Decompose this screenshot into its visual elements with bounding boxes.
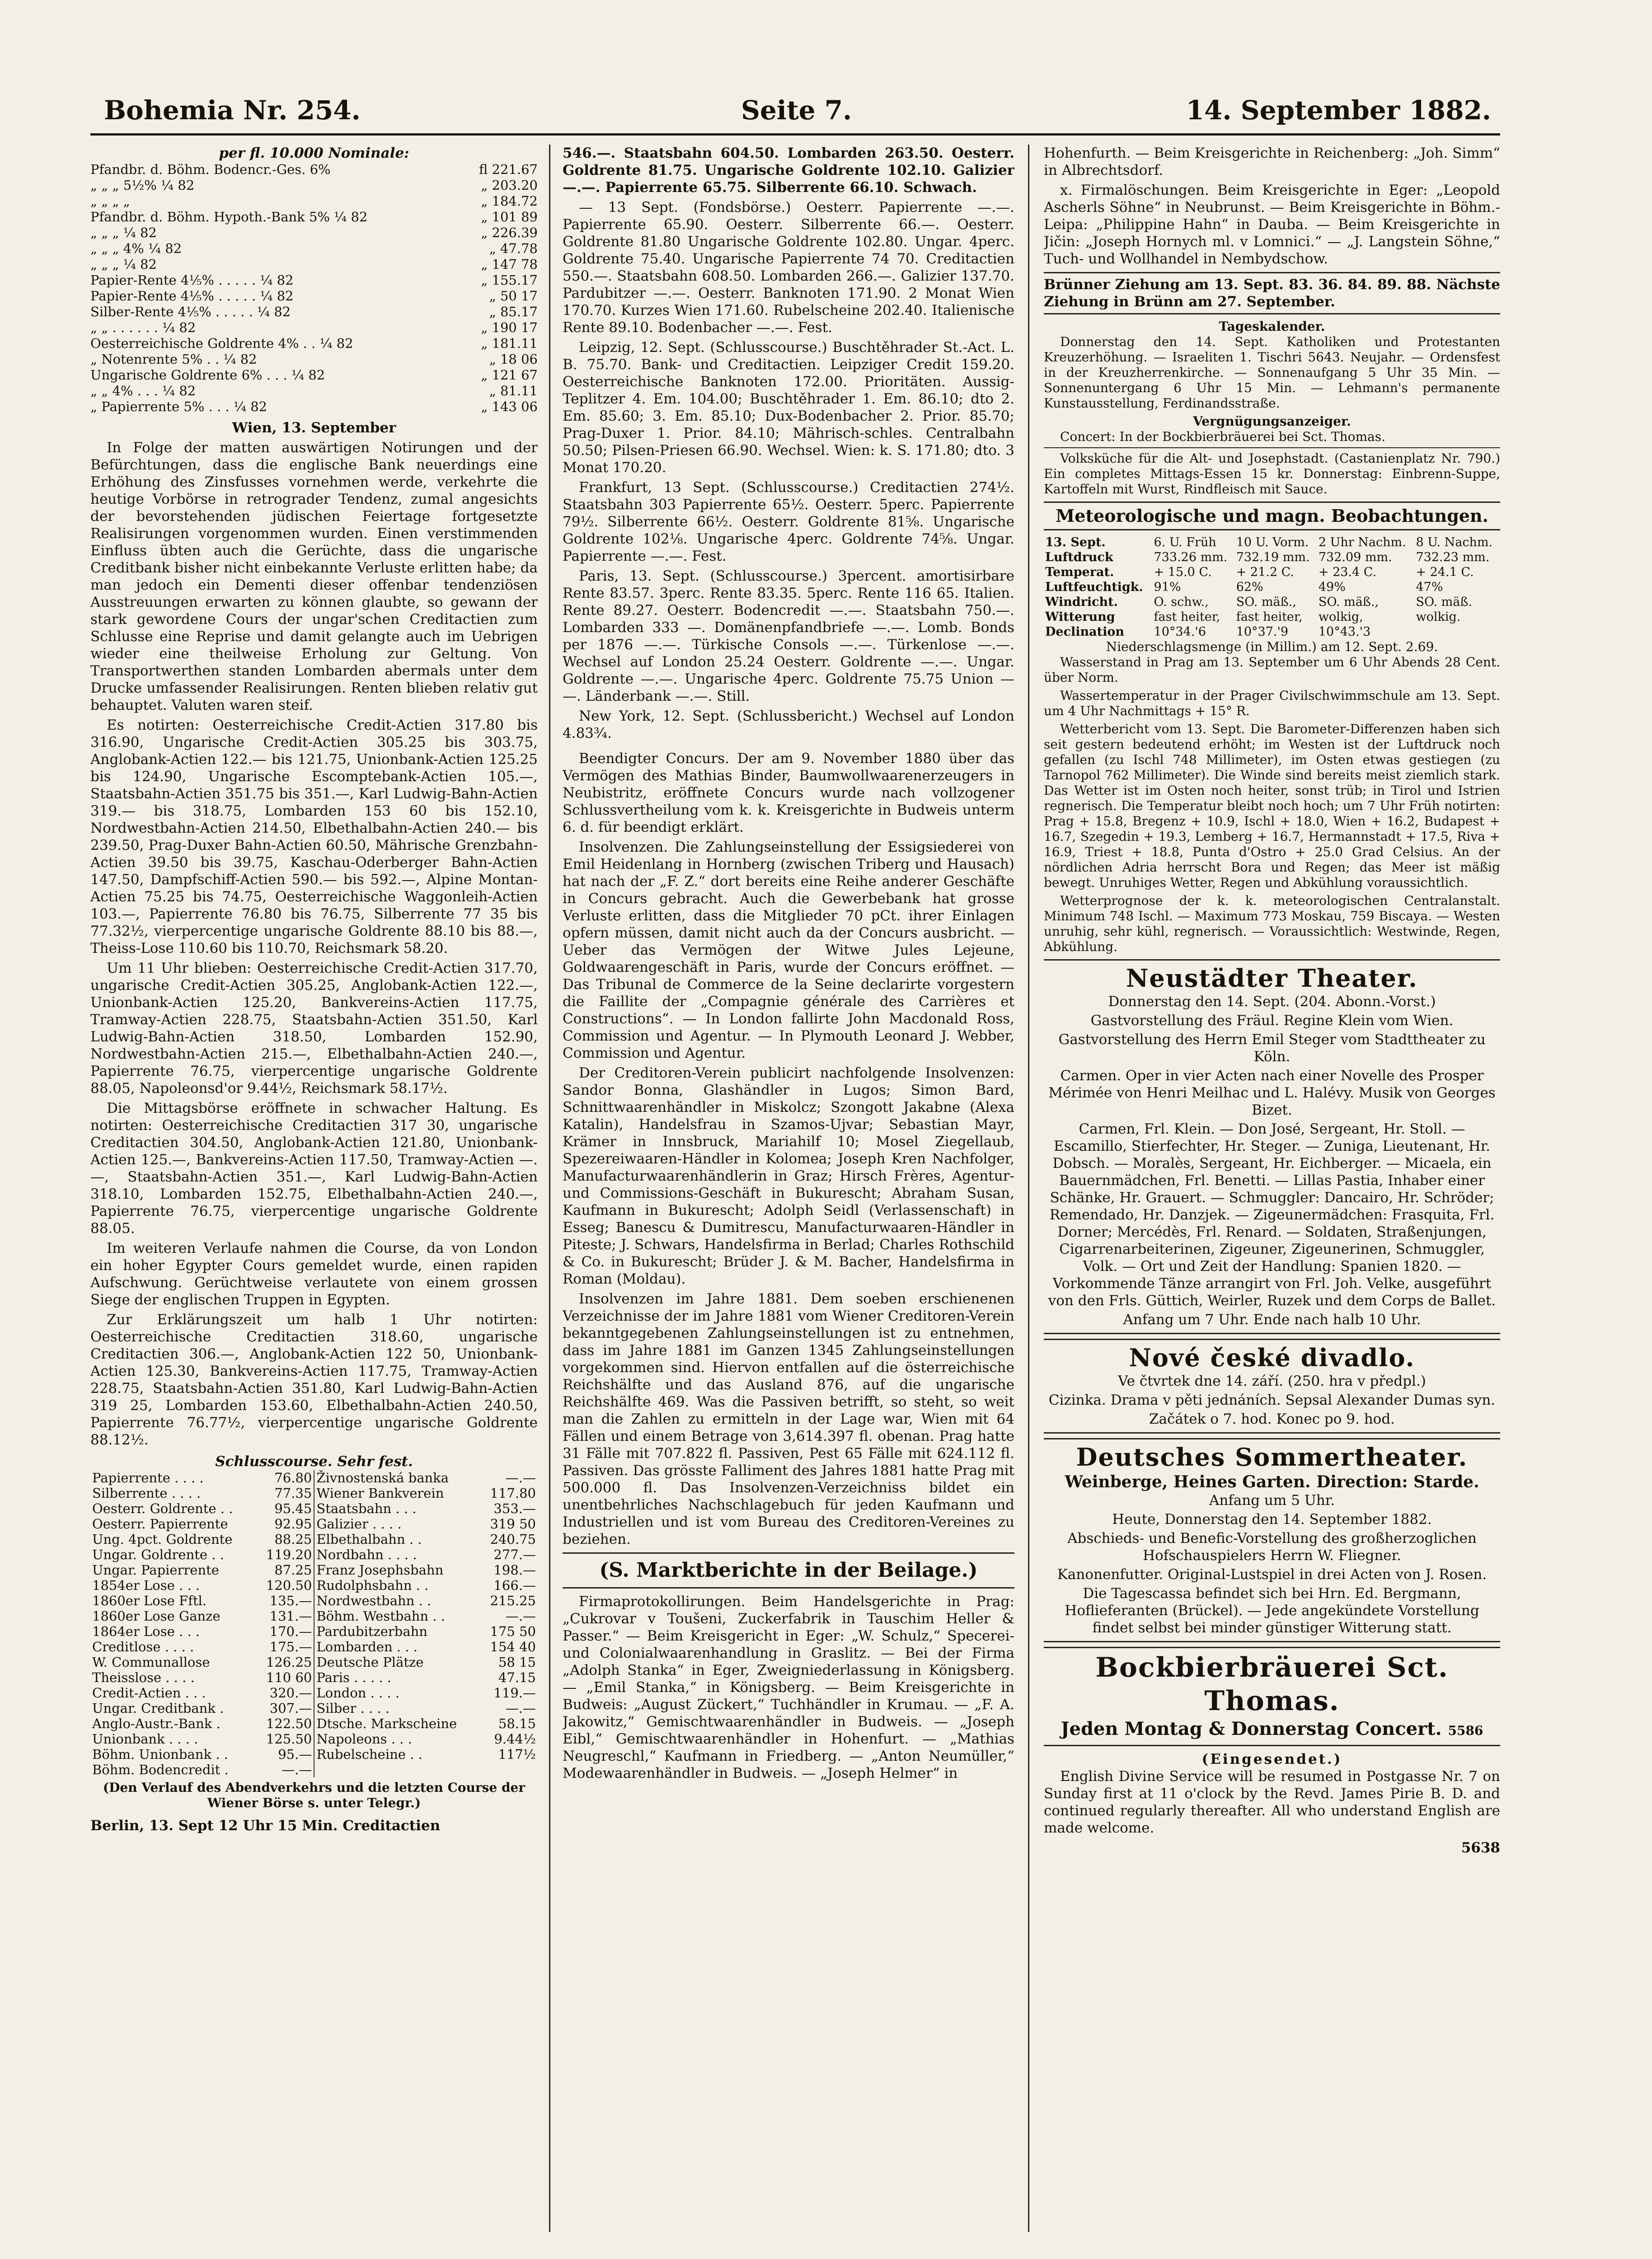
schluss-row	[90, 1716, 538, 1731]
nove-line: Začátek o 7. hod. Konec po 9. hod.	[1149, 1411, 1395, 1427]
schluss-label: Paris . . . . .	[316, 1670, 392, 1685]
meteo-value: 732.19 mm.	[1236, 550, 1310, 564]
schluss-row	[90, 1747, 538, 1762]
schluss-label: Dtsche. Markscheine	[316, 1716, 457, 1731]
frankfurt-report: Frankfurt, 13 Sept. (Schlusscourse.) Creditactien 274½. Staatsbahn 303 Papierrente 65½. Oesterr. 5perc. Papierrente 79½. Silberrente 66½. Oesterr. Goldrente 81⅝. Ungarische Goldrente 102⅛. Ungarische 4perc. Goldrente 74⅝. Ungar. Papierrente —.—. Fest.	[563, 479, 1014, 564]
wien-paragraph: Die Mittagsbörse eröffnete in schwacher Haltung. Es notirten: Oesterreichische Creditactien 317 30, ungarische Creditactien 304.50, Anglobank-Actien 121.80, Unionbank-Actien 125.—, Bankvereins-Actien 117.50, Tramway-Actien —.—, Staatsbahn-Actien 351.—, Karl Ludwig-Bahn-Actien 318.10, Lombarden 152.75, Elbethalbahn-Actien 240.—, Papierrente 76.75, vierpercentige ungarische Goldrente 88.05.	[90, 1100, 538, 1237]
schluss-row	[90, 1470, 538, 1486]
pf-label: „ „ „ ¼ 82	[90, 225, 157, 240]
schluss-heading: Schlusscourse. Sehr fest.	[215, 1453, 413, 1470]
schluss-value: 77.35	[257, 1486, 314, 1501]
meteo-row	[1044, 580, 1500, 595]
pf-row	[90, 383, 538, 399]
schluss-label: Rudolphsbahn . .	[316, 1578, 429, 1593]
schluss-label: Silber . . . .	[316, 1701, 390, 1716]
bruenner-ziehung: Brünner Ziehung am 13. Sept. 83. 36. 84. 89. 88. Nächste Ziehung in Brünn am 27. September.	[1044, 272, 1500, 314]
schluss-value: —.—	[505, 1470, 536, 1486]
schluss-row	[90, 1639, 538, 1654]
schluss-label: W. Communallose	[92, 1654, 210, 1670]
meteo-label: Temperat.	[1045, 565, 1114, 579]
firmaprotokoll: Firmaprotokollirungen. Beim Handelsgerichte in Prag: „Cukrovar v Toušeni, Zuckerfabrik in Tauschim Heller & Passer.“ — Beim Kreisgericht in Eger: „W. Schulz,“ Specerei- und Colonialwaarenhandlung in Graslitz. — Bei der Firma „Adolph Stanka“ in Eger, Zweigniederlassung in Königsberg. — „Emil Stanka,“ in Königsberg. — Beim Kreisgerichte in Budweis: „August Zückert,“ Tuchhändler in Krumau. — „F. A. Jakowitz,“ Gemischtwaarenhändler in Budweis. — „Joseph Eibl,“ Gemischtwaarenhändler in Hohenfurt. — „Mathias Neugreschl,“ Kaufmann in Friedberg. — „Anton Neumüller,“ Modewaarenhändler in Budweis. — „Joseph Helmer“ in	[563, 1593, 1014, 1781]
schluss-value: 95.45	[257, 1501, 314, 1516]
schluss-label: Živnostenská banka	[316, 1470, 449, 1486]
pf-value: „ 203.20	[481, 178, 538, 193]
meteo-value: wolkig.	[1416, 610, 1461, 624]
pf-row	[90, 367, 538, 383]
meteo-value: 10°37.'9	[1236, 625, 1289, 639]
eingesendet-number: 5638	[1461, 1840, 1500, 1856]
meteo-row	[1044, 535, 1500, 550]
schluss-label: Ungar. Creditbank .	[92, 1701, 224, 1716]
schluss-value: 87.25	[257, 1562, 314, 1578]
schluss-label	[314, 1762, 480, 1777]
pf-row	[90, 225, 538, 241]
bock-heading: Bockbierbräuerei Sct. Thomas.	[1095, 1652, 1449, 1717]
schluss-value: 58 15	[498, 1654, 536, 1670]
bock-subheading: Jeden Montag & Donnerstag Concert.	[1061, 1718, 1442, 1739]
schluss-label: Franz Josephsbahn	[316, 1562, 444, 1578]
schluss-value: —.—	[505, 1608, 536, 1624]
schluss-label: Silberrente . . . .	[92, 1486, 201, 1501]
volkskueche: Volksküche für die Alt- und Josephstadt. (Castanienplatz Nr. 790.) Ein completes Mittags-Essen 15 kr. Donnerstag: Einbrenn-Suppe, Kartoffeln mit Wurst, Rindfleisch mit Sauce.	[1044, 451, 1500, 497]
masthead	[90, 90, 1500, 140]
meteo-value: 49%	[1318, 580, 1346, 594]
nove-line: Ve čtvrtek dne 14. září. (250. hra v předpl.)	[1118, 1373, 1426, 1389]
pf-value: „ 184.72	[481, 193, 538, 209]
schluss-row	[90, 1532, 538, 1547]
pf-value: „ 181.11	[481, 336, 538, 351]
schluss-value: 9.44½	[494, 1731, 536, 1747]
schluss-value: 154 40	[490, 1639, 536, 1654]
schluss-row	[90, 1486, 538, 1501]
schluss-label: London . . . .	[316, 1685, 400, 1701]
pf-row	[90, 288, 538, 304]
berlin-fondsboerse: — 13 Sept. (Fondsbörse.) Oesterr. Papierrente —.—. Papierrente 65.90. Oesterr. Silberrente 66.—. Oesterr. Goldrente 81.80 Ungarische Goldrente 102.80. Ungar. 4perc. Goldrente 75.40. Ungarische Papierrente 74 70. Creditactien 550.—. Staatsbahn 608.50. Lombarden 266.—. Galizier 137.70. Pardubitzer —.—. Oesterr. Banknoten 171.90. 2 Monat Wien 170.70. Kurzes Wien 171.60. Rubelscheine 202.40. Italienische Rente 89.10. Bodenbacher —.—. Fest.	[563, 199, 1014, 336]
pf-row	[90, 352, 538, 367]
wien-paragraph: In Folge der matten auswärtigen Notirungen und der Befürchtungen, dass die englische Bank neuerdings eine Erhöhung des Zinsfusses vornehmen werde, verkehrte die heutige Vorbörse in retrograder Tendenz, zumal angesichts der bevorstehenden jüdischen Feiertage fortgesetzte Realisirungen vorgenommen wurden. Einen verstimmenden Einfluss übten auch die Gerüchte, dass die ungarische Creditbank bisher nicht einbekannte Verluste erlitten habe; da man jedoch ein Dementi dieser offenbar tendenziösen Ausstreuungen erwarten zu können glaubte, so gewann der stark gewordene Cours der ungar'schen Creditactien zum Schlusse eine Reprise und damit gelangte auch im Uebrigen wieder eine theilweise Erholung zur Geltung. Von Transportwerthen standen Lombarden abermals unter dem Drucke umfassender Realisirungen. Renten blieben relativ gut behauptet. Valuten waren steif.	[90, 440, 538, 713]
schluss-row	[90, 1593, 538, 1608]
pf-row	[90, 304, 538, 320]
column-divider	[1028, 145, 1029, 2232]
meteo-value: + 21.2 C.	[1236, 565, 1294, 579]
bock-ad-number: 5586	[1448, 1723, 1483, 1738]
schluss-label: 1864er Lose . . .	[92, 1624, 200, 1639]
schluss-value: 122.50	[257, 1716, 314, 1731]
schluss-note: (Den Verlauf des Abendverkehrs und die letzten Course der Wiener Börse s. unter Telegr.)	[103, 1780, 526, 1810]
schlusscourse-table	[90, 1470, 538, 1777]
schluss-label: Böhm. Bodencredit .	[92, 1762, 229, 1777]
meteo-row	[1044, 624, 1500, 639]
meteo-value: 8 U. Nachm.	[1416, 535, 1493, 549]
pf-label: „ Papierrente 5% . . . ¼ 82	[90, 399, 268, 414]
paris-report: Paris, 13. Sept. (Schlusscourse.) 3percent. amortisirbare Rente 83.57. 3perc. Rente 83.35. 5perc. Rente 116 65. Italien. Rente 89.27. Oesterr. Bodencredit —.—. Staatsbahn 750.—. Lombarden 333 —. Domänenpfandbriefe —.—. Lomb. Bonds per 1876 —.—. Türkische Consols —.—. Türkenlose —.—. Wechsel auf London 25.24 Oesterr. Goldrente —.—. Ungar. Goldrente —.—. Ungarische 4perc. Goldrente 75.75 Union — —. Länderbank —.—. Still.	[563, 568, 1014, 704]
schluss-value: —.—	[505, 1701, 536, 1716]
pf-row	[90, 272, 538, 288]
schluss-label: Ungar. Papierrente	[92, 1562, 219, 1578]
pf-label: „ Notenrente 5% . . ¼ 82	[90, 352, 257, 367]
meteo-value: 10 U. Vorm.	[1236, 535, 1309, 549]
schluss-row	[90, 1701, 538, 1716]
nove-heading: Nové české divadlo.	[1129, 1343, 1415, 1372]
vergnuegung: Concert: In der Bockbierbräuerei bei Sct. Thomas.	[1060, 429, 1385, 444]
pf-label: „ „ 4% . . . ¼ 82	[90, 383, 196, 398]
column-divider	[549, 145, 550, 2232]
pf-row	[90, 241, 538, 257]
schluss-label: Oesterr. Papierrente	[92, 1516, 228, 1532]
sommer-line: Kanonenfutter. Original-Lustspiel in drei Acten von J. Rosen.	[1057, 1566, 1487, 1583]
pf-label: Pfandbr. d. Böhm. Hypoth.-Bank 5% ¼ 82	[90, 209, 368, 225]
pf-row	[90, 178, 538, 193]
schluss-label: Staatsbahn . . .	[316, 1501, 417, 1516]
neustadt-body	[1044, 993, 1500, 1328]
pf-row	[90, 320, 538, 336]
wien-heading: Wien, 13. September	[232, 420, 396, 436]
schluss-value: 119.20	[257, 1547, 314, 1562]
tageskalender-heading: Tageskalender.	[1219, 319, 1325, 334]
column-1	[90, 145, 538, 2232]
schluss-label: Böhm. Westbahn . .	[316, 1608, 445, 1624]
sommer-heading: Deutsches Sommertheater.	[1076, 1443, 1468, 1472]
leipzig-report: Leipzig, 12. Sept. (Schlusscourse.) Buschtěhrader St.-Act. L. B. 75.70. Bank- und Creditactien. Leipziger Credit 159.20. Oesterreichische Banknoten 172.00. Prioritäten. Aussig-Teplitzer 4. Em. 104.00; Buschtěhrader 1. Em. 86.10; dto 2. Em. 85.60; 3. Em. 85.10; Dux-Bodenbacher 2. Prior. 85.70; Prag-Duxer 1. Prior. 84.10; Mährisch-schles. Centralbahn 50.50; Pilsen-Priesen 66.90. Wechsel. Wien: k. S. 171.80; dto. 3 Monat 170.20.	[563, 339, 1014, 476]
neustadt-theater-ad	[1044, 959, 1500, 1334]
schluss-label: Ungar. Goldrente . .	[92, 1547, 224, 1562]
pf-row	[90, 193, 538, 209]
pf-value: „ 143 06	[481, 399, 538, 414]
schluss-value: 307.—	[257, 1701, 314, 1716]
schluss-value	[481, 1762, 538, 1777]
wien-paragraph: Es notirten: Oesterreichische Credit-Actien 317.80 bis 316.90, Ungarische Credit-Actien 305.25 bis 303.75, Anglobank-Actien 122.— bis 121.75, Unionbank-Actien 125.25 bis 124.90, Ungarische Escomptebank-Actien 105.—, Staatsbahn-Actien 351.75 bis 351.—, Karl Ludwig-Bahn-Actien 319.— bis 318.75, Lombarden 153 60 bis 152.10, Nordwestbahn-Actien 214.50, Elbethalbahn-Actien 240.— bis 239.50, Prag-Duxer Bahn-Actien 60.50, Mährische Grenzbahn-Actien 39.50 bis 39.75, Kaschau-Oderberger Bahn-Actien 147.50, Dampfschiff-Actien 590.— bis 592.—, Alpine Montan-Actien 75.25 bis 74.75, Oesterreichische Waggonleih-Actien 103.—, Papierrente 76.80 bis 76.75, Silberrente 77 35 bis 77.32½, vierpercentige ungarische Goldrente 88.10 bis 88.—, Theiss-Lose 110.60 bis 110.70, Reichsmark 58.20.	[90, 717, 538, 956]
schluss-value: 95.—	[257, 1747, 314, 1762]
schluss-value: 76.80	[257, 1470, 314, 1486]
creditoren-notice: Der Creditoren-Verein publicirt nachfolgende Insolvenzen: Sandor Bonna, Glashändler in Lugos; Simon Bard, Schnittwaarenhändler in Miskolcz; Szongott Jakabne (Alexa Katalin), Handelsfrau in Szamos-Ujvar; Sebastian Mayr, Krämer in Innsbruck, Mariahilf 10; Mosel Ziegellaub, Spezereiwaaren-Händler in Kolomea; Joseph Kren Nachfolger, Manufacturwaarenhändlerin in Graz; Hirsch Frères, Agentur- und Commissions-Geschäft in Bukurescht; Abraham Susan, Kaufmann in Bukurescht; Adolph Seidl (Verlassenschaft) in Esseg; Banescu & Dumitrescu, Manufacturwaaren-Händler in Piteste; J. Schwars, Handelsfirma in Berlad; Charles Rothschild & Co. in Bukurescht; Brüder J. & M. Bacher, Handelsfirma in Roman (Moldau).	[563, 1065, 1014, 1287]
column-3	[1044, 145, 1500, 2232]
neustadt-line: Gastvorstellung des Herrn Emil Steger vom Stadttheater zu Köln.	[1058, 1031, 1486, 1065]
schluss-label: 1860er Lose Ganze	[92, 1608, 221, 1624]
meteo-value: + 15.0 C.	[1154, 565, 1212, 579]
schluss-value: 117½	[498, 1747, 536, 1762]
meteo-value: 47%	[1416, 580, 1443, 594]
pf-row	[90, 399, 538, 415]
sommer-line: Die Tagescassa befindet sich bei Hrn. Ed. Bergmann, Hoflieferanten (Brückel). — Jede angekündete Vorstellung findet selbst bei minder günstiger Witterung statt.	[1065, 1585, 1479, 1636]
firma-continued: Hohenfurth. — Beim Kreisgerichte in Reichenberg: „Joh. Simm“ in Albrechtsdorf.	[1044, 145, 1500, 178]
schluss-value: 319 50	[490, 1516, 536, 1532]
column-2	[563, 145, 1014, 2232]
schluss-row	[90, 1501, 538, 1516]
meteo-value: fast heiter,	[1236, 610, 1303, 624]
wien-paragraph: Im weiteren Verlaufe nahmen die Course, da von London ein hoher Egypter Cours gemeldet wurde, einen rapiden Aufschwung. Gerüchtweise verlautete von einem grossen Siege der englischen Truppen in Egypten.	[90, 1240, 538, 1308]
schluss-label: Pardubitzerbahn	[316, 1624, 427, 1639]
schluss-label: 1860er Lose Fftl.	[92, 1593, 207, 1608]
pf-row	[90, 257, 538, 272]
meteo-heading: Meteorologische und magn. Beobachtungen.	[1044, 501, 1500, 530]
wetterprognose: Wetterprognose der k. k. meteorologischen Centralanstalt. Minimum 748 Ischl. — Maximum 773 Moskau, 759 Biscaya. — Westen unruhig, sehr kühl, regnerisch. — Voraussichtlich: Westwinde, Regen, Abkühlung.	[1044, 893, 1500, 954]
schluss-value: 131.—	[257, 1608, 314, 1624]
schluss-label: Galizier . . . .	[316, 1516, 402, 1532]
schluss-value: 175 50	[490, 1624, 536, 1639]
schluss-row	[90, 1731, 538, 1747]
schluss-value: 120.50	[257, 1578, 314, 1593]
schluss-label: Anglo-Austr.-Bank .	[92, 1716, 221, 1731]
newspaper-page	[90, 72, 1500, 2250]
schluss-value: 277.—	[493, 1547, 536, 1562]
pf-label: Silber-Rente 4⅕% . . . . . ¼ 82	[90, 304, 291, 319]
neustadt-heading: Neustädter Theater.	[1126, 964, 1418, 993]
sommer-body	[1044, 1492, 1500, 1636]
meteo-table	[1044, 535, 1500, 639]
concurs-notice: Beendigter Concurs. Der am 9. November 1880 über das Vermögen des Mathias Binder, Baumwollwaarenerzeugers in Neubistritz, eröffnete Concurs wurde nach vollzogener Schlussvertheilung vom k. k. Kreisgerichte in Budweis unterm 6. d. für beendigt erklärt.	[563, 750, 1014, 835]
pf-label: Ungarische Goldrente 6% . . . ¼ 82	[90, 367, 325, 383]
schluss-value: 110 60	[257, 1670, 314, 1685]
issue-number: Bohemia Nr. 254.	[104, 95, 361, 126]
newyork-report: New York, 12. Sept. (Schlussbericht.) Wechsel auf London 4.83¾.	[563, 708, 1014, 741]
schluss-value: 58.15	[498, 1716, 536, 1731]
meteo-value: SO. mäß.	[1416, 595, 1473, 609]
meteo-label: 13. Sept.	[1045, 535, 1106, 549]
pf-value: „ 190 17	[481, 320, 538, 335]
schluss-value: 166.—	[493, 1578, 536, 1593]
schluss-label: Lombarden . . .	[316, 1639, 418, 1654]
wien-paragraph: Zur Erklärungszeit um halb 1 Uhr notirten: Oesterreichische Creditactien 318.60, ungarische Creditactien 306.—, Anglobank-Actien 122 50, Unionbank-Actien 125.30, Bankvereins-Actien 117.75, Tramway-Actien 228.75, Staatsbahn-Actien 351.80, Karl Ludwig-Bahn-Actien 319 25, Lombarden 153.60, Elbethalbahn-Actien 240.50, Papierrente 76.77½, vierpercentige ungarische Goldrente 88.12½.	[90, 1312, 538, 1448]
vergnuegung-heading: Vergnügungsanzeiger.	[1193, 414, 1351, 429]
meteo-value: + 23.4 C.	[1318, 565, 1377, 579]
meteo-value: 733.26 mm.	[1154, 550, 1228, 564]
marktberichte-banner: (S. Marktberichte in der Beilage.)	[563, 1552, 1014, 1589]
meteo-row	[1044, 565, 1500, 580]
pf-label: „ „ „ 4% ¼ 82	[90, 241, 182, 256]
pf-value: „ 47.78	[489, 241, 538, 256]
schluss-label: Theisslose . . . .	[92, 1670, 195, 1685]
meteo-value: 732.23 mm.	[1416, 550, 1490, 564]
sommer-line: Abschieds- und Benefic-Vorstellung des großherzoglichen Hofschauspielers Herrn W. Fliegner.	[1067, 1530, 1477, 1564]
sommer-subheading: Weinberge, Heines Garten. Direction: Starde.	[1065, 1472, 1479, 1491]
meteo-value: O. schw.,	[1154, 595, 1209, 609]
pf-value: fl 221.67	[479, 162, 538, 177]
meteo-row	[1044, 550, 1500, 565]
tageskalender: Donnerstag den 14. Sept. Katholiken und Protestanten Kreuzerhöhung. — Israeliten 1. Tischri 5643. Neujahr. — Ordensfest in der Kreuzherrenkirche. — Sonnenaufgang 5 Uhr 35 Min. — Sonnenuntergang 6 Uhr 15 Min. — Lehmann's permanente Kunstausstellung, Ferdinandsstraße.	[1044, 334, 1500, 411]
schluss-value: 198.—	[493, 1562, 536, 1578]
schluss-row	[90, 1624, 538, 1639]
meteo-value: + 24.1 C.	[1416, 565, 1474, 579]
schluss-label: Elbethalbahn . .	[316, 1532, 422, 1547]
neustadt-line: Carmen. Oper in vier Acten nach einer Novelle des Prosper Mérimée von Henri Meilhac und L. Halévy. Musik von Georges Bizet.	[1048, 1068, 1496, 1118]
pf-value: „ 226.39	[481, 225, 538, 240]
pf-value: „ 101 89	[481, 209, 538, 225]
schluss-label: Creditlose . . . .	[92, 1639, 194, 1654]
pf-row	[90, 336, 538, 352]
meteo-label: Luftdruck	[1045, 550, 1113, 564]
schluss-row	[90, 1670, 538, 1685]
schluss-row	[90, 1685, 538, 1701]
schluss-value: 170.—	[257, 1624, 314, 1639]
neustadt-line: Anfang um 7 Uhr. Ende nach halb 10 Uhr.	[1123, 1312, 1421, 1328]
schluss-label: Papierrente . . . .	[92, 1470, 204, 1486]
sommertheater-ad	[1044, 1438, 1500, 1642]
schluss-label: Unionbank . . . .	[92, 1731, 198, 1747]
schluss-label: Napoleons . . .	[316, 1731, 412, 1747]
divider	[1044, 447, 1500, 448]
firmaloeschungen: x. Firmalöschungen. Beim Kreisgerichte in Eger: „Leopold Ascherls Söhne“ in Neubrunst. — Beim Kreisgerichte in Böhm.-Leipa: „Philippine Hahn“ in Dauba. — Beim Kreisgerichte in Jičin: „Joseph Hornych ml. v Lomnici.“ — „J. Langstein Söhne,“ Tuch- und Wollhandel in Nembydschow.	[1044, 182, 1500, 267]
schluss-value: 117.80	[490, 1486, 536, 1501]
meteo-value: 62%	[1236, 580, 1263, 594]
schluss-value: 135.—	[257, 1593, 314, 1608]
schluss-label: 1854er Lose . . .	[92, 1578, 200, 1593]
pf-label: „ „ „ 5½% ¼ 82	[90, 178, 195, 193]
schluss-value: 47.15	[498, 1670, 536, 1685]
pf-label: Oesterreichische Goldrente 4% . . ¼ 82	[90, 336, 353, 351]
meteo-row	[1044, 595, 1500, 609]
nove-body	[1044, 1373, 1500, 1428]
berlin-line: Berlin, 13. Sept 12 Uhr 15 Min. Creditactien	[90, 1818, 441, 1834]
pf-label: Pfandbr. d. Böhm. Bodencr.-Ges. 6%	[90, 162, 331, 177]
schluss-row	[90, 1762, 538, 1777]
sommer-line: Heute, Donnerstag den 14. September 1882.	[1112, 1511, 1432, 1528]
eingesendet-text: English Divine Service will be resumed in Postgasse Nr. 7 on Sunday first at 11 o'clock by the Revd. James Pirie B. D. and continued regularly thereafter. All who understand English are made welcome.	[1044, 1768, 1500, 1836]
meteo-row	[1044, 609, 1500, 624]
schluss-label: Deutsche Plätze	[316, 1654, 424, 1670]
schluss-label: Böhm. Unionbank . .	[92, 1747, 228, 1762]
schluss-row	[90, 1562, 538, 1578]
pf-value: „ 85.17	[489, 304, 538, 319]
pf-value: „ 18 06	[489, 352, 538, 367]
wien-paragraph: Um 11 Uhr blieben: Oesterreichische Credit-Actien 317.70, ungarische Credit-Actien 305.25, Anglobank-Actien 122.—, Unionbank-Actien 125.20, Bankvereins-Actien 117.75, Tramway-Actien 228.75, Staatsbahn-Actien 351.50, Karl Ludwig-Bahn-Actien 318.50, Lombarden 152.90, Nordwestbahn-Actien 215.—, Elbethalbahn-Actien 240.—, Papierrente 76.75, vierpercentige ungarische Goldrente 88.05, Napoleonsd'or 9.44½, Reichsmark 58.17½.	[90, 960, 538, 1097]
schluss-value: 215.25	[490, 1593, 536, 1608]
pf-value: „ 121 67	[481, 367, 538, 383]
insolvenzen-notice: Insolvenzen. Die Zahlungseinstellung der Essigsiederei von Emil Heidenlang in Hornberg (zwischen Triberg und Hausach) hat nach der „F. Z.“ dort bereits eine Reihe anderer Geschäfte in Concurs gebracht. Auch die Gewerbebank hat grosse Verluste erlitten, dass die Mitglieder 70 pCt. ihrer Einlagen opfern müssen, damit nicht auch da der Concurs ausbricht. — Ueber das Vermögen der Witwe Jules Lejeune, Goldwaarengeschäft in Paris, wurde der Concurs eröffnet. — Das Tribunal de Commerce de la Seine declarirte vorgestern die Faillite der „Compagnie générale des Carrières et Constructions“. — In London fallirte John Macdonald Ross, Commission und Agentur. — In Plymouth Leonard J. Webber, Commission und Agentur.	[563, 839, 1014, 1061]
pf-value: „ 155.17	[481, 272, 538, 288]
schluss-label: Ung. 4pct. Goldrente	[92, 1532, 233, 1547]
schluss-label: Rubelscheine . .	[316, 1747, 422, 1762]
pfandbrief-table	[90, 162, 538, 415]
meteo-value: 732.09 mm.	[1318, 550, 1392, 564]
neustadt-line: Donnerstag den 14. Sept. (204. Abonn.-Vorst.)	[1108, 994, 1436, 1010]
nove-line: Cizinka. Drama v pěti jednáních. Sepsal Alexander Dumas syn.	[1048, 1392, 1496, 1408]
meteo-label: Declination	[1045, 625, 1125, 639]
neustadt-line: Gastvorstellung des Fräul. Regine Klein vom Wien.	[1090, 1012, 1454, 1029]
meteo-value: SO. mäß.,	[1318, 595, 1379, 609]
header-rule	[90, 133, 1500, 136]
schluss-value: 88.25	[257, 1532, 314, 1547]
neustadt-line: Carmen, Frl. Klein. — Don José, Sergeant, Hr. Stoll. — Escamillo, Stierfechter, Hr. Steger. — Zuniga, Lieutenant, Hr. Dobsch. — Moralès, Sergeant, Hr. Eichberger. — Micaela, ein Bauernmädchen, Frl. Benetti. — Lillas Pastia, Inhaber einer Schänke, Hr. Grauert. — Schmuggler: Dancairo, Hr. Schröder; Remendado, Hr. Danzjek. — Zigeunermädchen: Frasquita, Frl. Dorner; Mercédès, Frl. Renard. — Soldaten, Straßenjungen, Cigarrenarbeiterinen, Zigeuner, Zigeunerinen, Schmuggler, Volk. — Ort und Zeit der Handlung: Spanien 1820. — Vorkommende Tänze arrangirt von Frl. Joh. Velke, ausgeführt von den Frls. Güttich, Weirler, Ruzek und dem Corps de Ballet.	[1048, 1121, 1496, 1309]
insolvenzen-1881: Insolvenzen im Jahre 1881. Dem soeben erschienenen Verzeichnisse der im Jahre 1881 vom Wiener Creditoren-Verein bekanntgegebenen Zahlungseinstellungen ist zu entnehmen, dass im Jahre 1881 im Ganzen 1345 Zahlungseinstellungen vorgekommen sind. Hiervon entfallen auf die österreichische Reichshälfte und das Ausland 876, auf die ungarische Reichshälfte 469. Was die Passiven betrifft, so steht, so weit man die Zahlen zu ermitteln in der Lage war, Wien mit 64 Fällen und einem Betrage von 3,614.397 fl. obenan. Prag hatte 31 Fälle mit 707.822 fl. Passiven, Pest 65 Fälle mit 624.112 fl. Passiven. Das grösste Falliment des Jahres 1881 hatte Prag mit 500.000 fl. Das Insolvenzen-Verzeichniss bildet ein unentbehrliches Nachschlagebuch für jeden Kaufmann und Industriellen und ist vom Bureau des Creditoren-Vereines zu beziehen.	[563, 1291, 1014, 1547]
pf-label: „ „ . . . . . . ¼ 82	[90, 320, 196, 335]
eingesendet-heading: (Eingesendet.)	[1201, 1751, 1342, 1767]
pf-row	[90, 209, 538, 225]
meteo-value: SO. mäß.,	[1236, 595, 1296, 609]
pf-value: „ 50 17	[489, 288, 538, 304]
meteo-wasserstand: Wasserstand in Prag am 13. September um 6 Uhr Abends 28 Cent. über Norm.	[1044, 655, 1500, 685]
issue-date: 14. September 1882.	[1186, 95, 1491, 126]
pf-label: Papier-Rente 4⅕% . . . . . ¼ 82	[90, 288, 294, 304]
schluss-value: 119.—	[493, 1685, 536, 1701]
nove-divadlo-ad	[1044, 1339, 1500, 1434]
schluss-row	[90, 1578, 538, 1593]
schluss-label: Nordbahn . . . .	[316, 1547, 417, 1562]
pf-label: „ „ „ ¼ 82	[90, 257, 157, 272]
pf-value: „ 81.11	[489, 383, 538, 398]
sommer-line: Anfang um 5 Uhr.	[1209, 1492, 1335, 1509]
pf-label: Papier-Rente 4⅕% . . . . . ¼ 82	[90, 272, 294, 288]
pf-row	[90, 162, 538, 178]
meteo-value: 10°34.'6	[1154, 625, 1206, 639]
meteo-label: Windricht.	[1045, 595, 1118, 609]
meteo-value: 6. U. Früh	[1154, 535, 1216, 549]
meteo-value: 2 Uhr Nachm.	[1318, 535, 1406, 549]
schluss-value: 175.—	[257, 1639, 314, 1654]
meteo-wassertemp: Wassertemperatur in der Prager Civilschwimmschule am 13. Sept. um 4 Uhr Nachmittags + 15° R.	[1044, 688, 1500, 718]
bockbier-ad	[1044, 1647, 1500, 1746]
schluss-value: 320.—	[257, 1685, 314, 1701]
schluss-row	[90, 1516, 538, 1532]
schluss-label: Oesterr. Goldrente . .	[92, 1501, 233, 1516]
schluss-value: 126.25	[257, 1654, 314, 1670]
schluss-value: 125.50	[257, 1731, 314, 1747]
pf-label: „ „ „ „	[90, 193, 130, 209]
schluss-label: Credit-Actien . . .	[92, 1685, 206, 1701]
meteo-value	[1414, 624, 1500, 639]
pf-heading: per fl. 10.000 Nominale:	[219, 145, 409, 161]
schluss-label: Wiener Bankverein	[316, 1486, 444, 1501]
meteo-value: fast heiter,	[1154, 610, 1220, 624]
schluss-row	[90, 1547, 538, 1562]
schluss-value: —.—	[257, 1762, 314, 1777]
berlin-continued: 546.—. Staatsbahn 604.50. Lombarden 263.50. Oesterr. Goldrente 81.75. Ungarische Goldrente 102.10. Galizier —.—. Papierrente 65.75. Silberrente 66.10. Schwach.	[563, 145, 1014, 196]
pf-value: „ 147 78	[481, 257, 538, 272]
schluss-value: 92.95	[257, 1516, 314, 1532]
meteo-niederschlag: Niederschlagsmenge (in Millim.) am 12. Sept. 2.69.	[1106, 639, 1438, 654]
wetterbericht: Wetterbericht vom 13. Sept. Die Barometer-Differenzen haben sich seit gestern bedeutend erhöht; im Westen ist der Luftdruck noch gefallen (zu Ischl 748 Millimeter), im Osten etwas gestiegen (zu Tarnopol 762 Millimeter). Die Winde sind bereits meist ziemlich stark. Das Wetter ist im Osten noch heiter, sonst trüb; in Tirol und Istrien regnerisch. Die Temperatur bleibt noch hoch; um 7 Uhr Früh notirten: Prag + 15.8, Bregenz + 10.9, Ischl + 18.0, Wien + 16.2, Budapest + 16.7, Szegedin + 19.3, Lemberg + 16.7, Hermannstadt + 17.5, Riva + 16.9, Triest + 18.8, Punta d'Ostro + 25.0 Grad Celsius. An der nördlichen Adria herrscht Bora und Regen; das Meer ist mäßig bewegt. Unruhiges Wetter, Regen und Abkühlung voraussichtlich.	[1044, 722, 1500, 890]
schluss-value: 240.75	[490, 1532, 536, 1547]
schluss-row	[90, 1608, 538, 1624]
meteo-label: Witterung	[1045, 610, 1115, 624]
meteo-label: Luftfeuchtigk.	[1045, 580, 1143, 594]
meteo-value: wolkig,	[1318, 610, 1363, 624]
page-number: Seite 7.	[741, 95, 852, 126]
schluss-value: 353.—	[493, 1501, 536, 1516]
meteo-value: 10°43.'3	[1318, 625, 1371, 639]
meteo-value: 91%	[1154, 580, 1181, 594]
schluss-label: Nordwestbahn . .	[316, 1593, 432, 1608]
schluss-row	[90, 1654, 538, 1670]
